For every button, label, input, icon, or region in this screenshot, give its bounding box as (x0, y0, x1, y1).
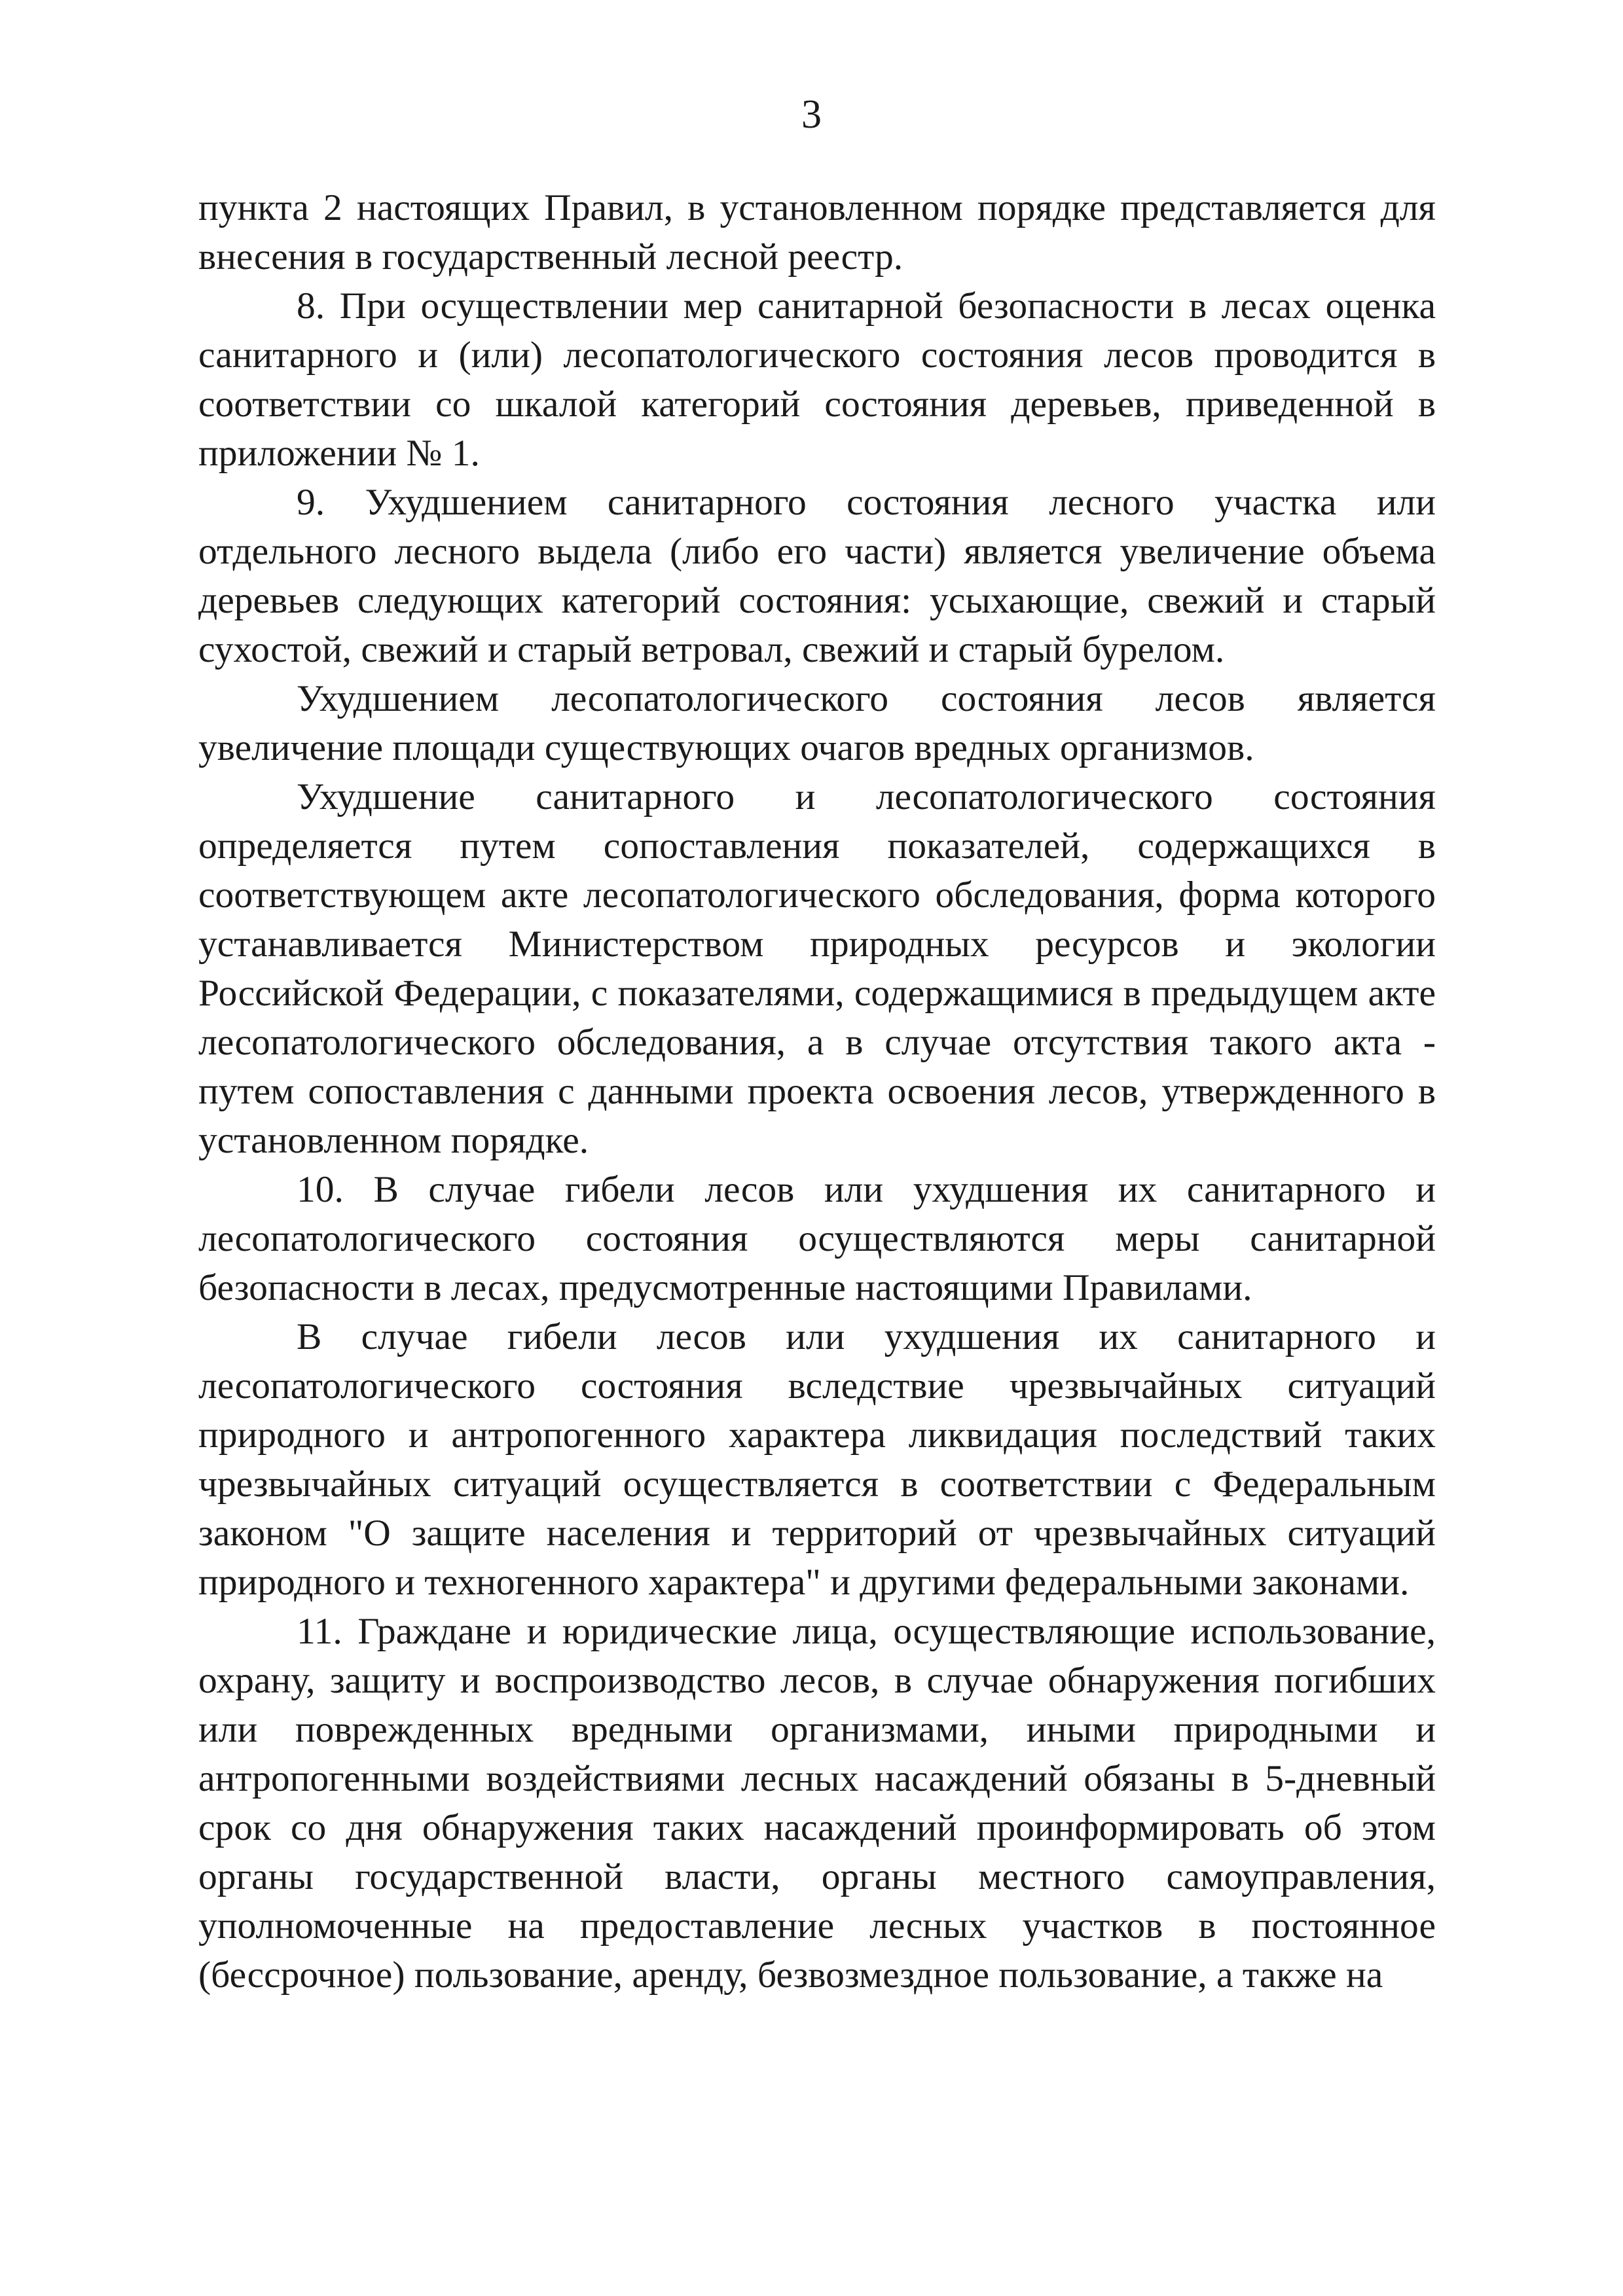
paragraph-continuation: пункта 2 настоящих Правил, в установленном порядке представляется для внесения в государственный лесной реестр. (198, 187, 1436, 278)
paragraph-clause-10: 10. В случае гибели лесов или ухудшения их санитарного и лесопатологического состояния осуществляются меры санитарной безопасности в лесах, предусмотренные настоящими Правилами. (198, 1169, 1436, 1308)
paragraph-clause-11: 11. Граждане и юридические лица, осуществляющие использование, охрану, защиту и воспроизводство лесов, в случае обнаружения погибших или поврежденных вредными организмами, иными природными и антропогенными воздействиями лесных насаждений обязаны в 5-дневный срок со дня обнаружения таких насаждений проинформировать об этом органы государственной власти, органы местного самоуправления, уполномоченные на предоставление лесных участков в постоянное (бессрочное) пользование, аренду, безвозмездное пользование, а также на (198, 1611, 1436, 1996)
paragraph-clause-9-determination: Ухудшение санитарного и лесопатологического состояния определяется путем сопоставления показателей, содержащихся в соответствующем акте лесопатологического обследования, форма которого устанавливается Министерством природных ресурсов и экологии Российской Федерации, с показателями, содержащимися в предыдущем акте лесопатологического обследования, а в случае отсутствия такого акта - путем сопоставления с данными проекта освоения лесов, утвержденного в установленном порядке. (198, 776, 1436, 1161)
paragraph-clause-9: 9. Ухудшением санитарного состояния лесного участка или отдельного лесного выдела (либо его части) является увеличение объема деревьев следующих категорий состояния: усыхающие, свежий и старый сухостой, свежий и старый ветровал, свежий и старый бурелом. (198, 482, 1436, 670)
page-number: 3 (801, 92, 822, 137)
paragraph-clause-8: 8. При осуществлении мер санитарной безопасности в лесах оценка санитарного и (или) лесопатологического состояния лесов проводится в соответствии со шкалой категорий состояния деревьев, приведенной в приложении № 1. (198, 285, 1436, 474)
paragraph-clause-9-forest-pathology: Ухудшением лесопатологического состояния лесов является увеличение площади существующих очагов вредных организмов. (198, 678, 1436, 768)
document-body (198, 183, 1436, 2000)
paragraph-clause-10-emergencies: В случае гибели лесов или ухудшения их санитарного и лесопатологического состояния вследствие чрезвычайных ситуаций природного и антропогенного характера ликвидация последствий таких чрезвычайных ситуаций осуществляется в соответствии с Федеральным законом "О защите населения и территорий от чрезвычайных ситуаций природного и техногенного характера" и другими федеральными законами. (198, 1316, 1436, 1603)
